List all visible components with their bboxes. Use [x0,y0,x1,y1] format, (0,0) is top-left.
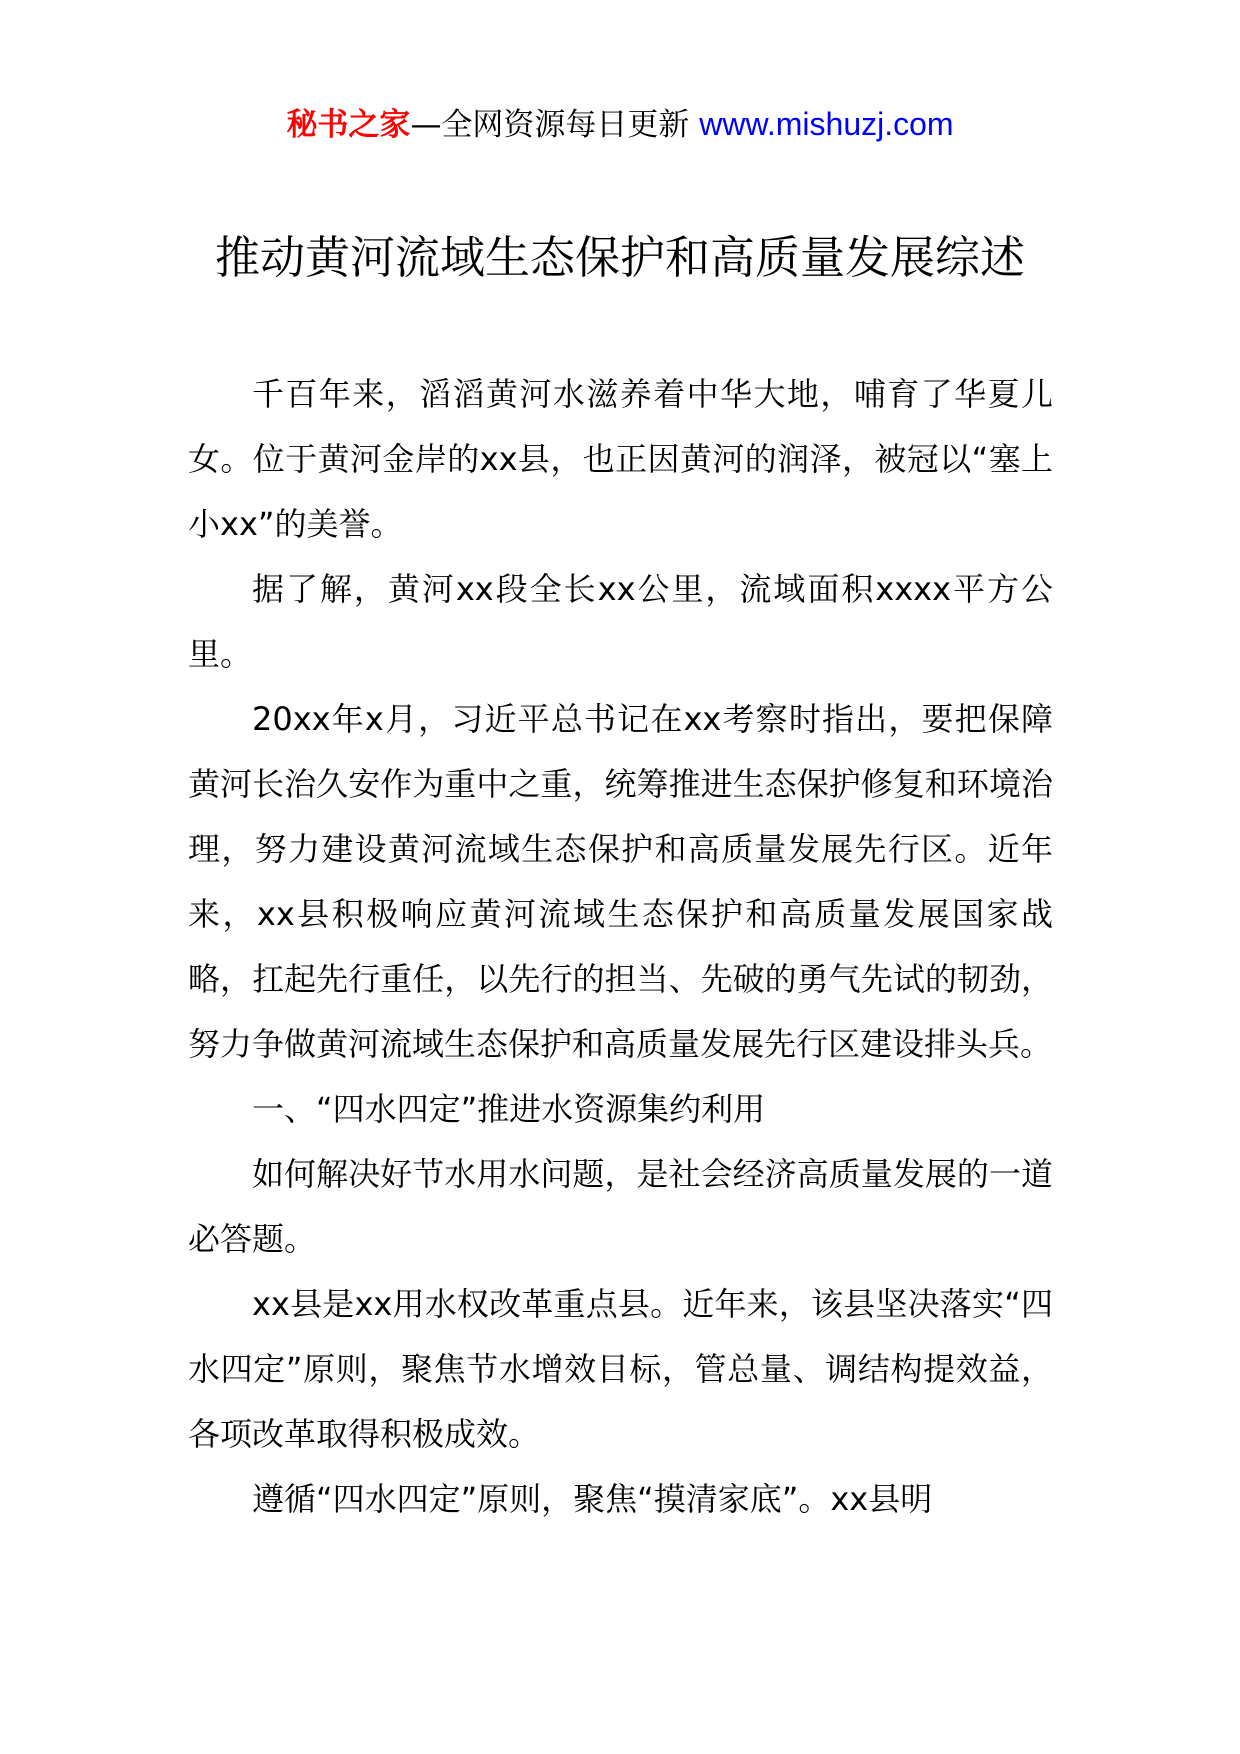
header-slogan: —全网资源每日更新 [410,107,700,143]
paragraph-4: 如何解决好节水用水问题，是社会经济高质量发展的一道必答题。 [188,1155,1053,1258]
brand-name: 秘书之家 [286,107,411,143]
site-url: www.mishuzj.com [699,106,954,142]
paragraph-3: 20xx年x月，习近平总书记在xx考察时指出，要把保障黄河长治久安作为重中之重，统筹推进生态保护修复和环境治理，努力建设黄河流域生态保护和高质量发展先行区。近年来，xx县积极响应黄河流域生态保护和高质量发展国家战略，扛起先行重任，以先行的担当、先破的勇气先试的韧劲，努力争做黄河流域生态保护和高质量发展先行区建设排头兵。 [188,700,1053,1063]
document-title: 推动黄河流域生态保护和高质量发展综述 [214,231,1025,284]
paragraph-2: 据了解，黄河xx段全长xx公里，流域面积xxxx平方公里。 [188,570,1053,673]
document-body [188,362,1053,1532]
paragraph-6: 遵循“四水四定”原则，聚焦“摸清家底”。xx县明 [252,1480,933,1518]
site-header [0,104,1240,145]
paragraph-1: 千百年来，滔滔黄河水滋养着中华大地，哺育了华夏儿女。位于黄河金岸的xx县，也正因黄河的润泽，被冠以“塞上小xx”的美誉。 [188,375,1053,543]
paragraph-5: xx县是xx用水权改革重点县。近年来，该县坚决落实“四水四定”原则，聚焦节水增效目标，管总量、调结构提效益，各项改革取得积极成效。 [188,1285,1053,1453]
section-heading-1: 一、“四水四定”推进水资源集约利用 [252,1090,766,1128]
